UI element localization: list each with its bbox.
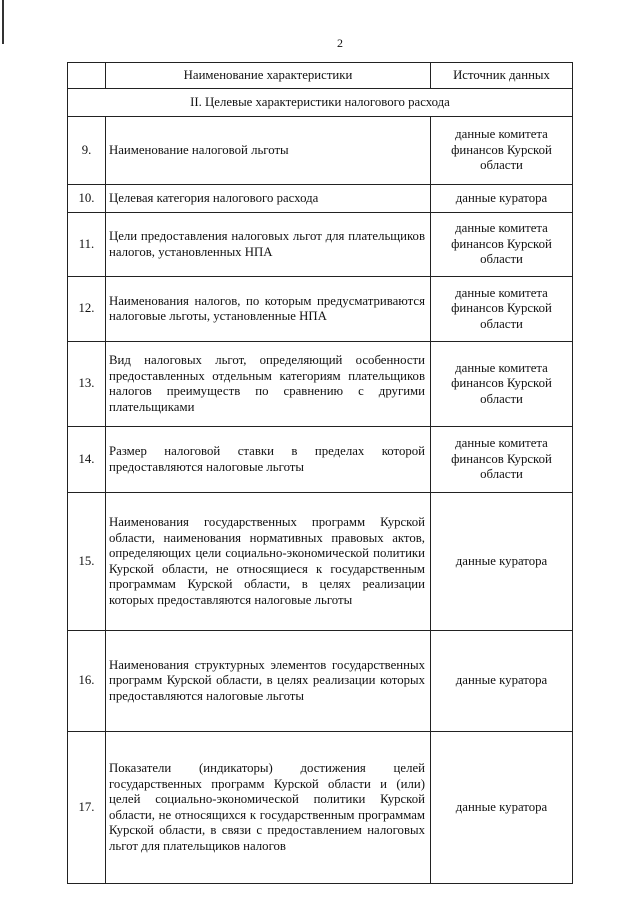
header-number	[68, 63, 106, 89]
section-title: II. Целевые характеристики налогового расхода	[68, 89, 573, 117]
row-number: 11.	[68, 213, 106, 277]
table-row	[68, 277, 573, 342]
row-number: 10.	[68, 185, 106, 213]
row-number: 12.	[68, 277, 106, 342]
characteristics-table	[67, 62, 573, 884]
row-characteristic: Наименования структурных элементов государственных программ Курской области, в целях реализации которых предоставляются налоговые льготы	[106, 631, 431, 732]
row-source: данные комитета финансов Курской области	[431, 427, 573, 493]
row-characteristic: Наименования государственных программ Курской области, наименования нормативных правовых актов, определяющих цели социально-экономической политики Курской области, не относящиеся к государственным программам Курской области, в целях реализации которых предоставляются налоговые льготы	[106, 493, 431, 631]
row-source: данные комитета финансов Курской области	[431, 213, 573, 277]
table-row	[68, 342, 573, 427]
row-source: данные куратора	[431, 493, 573, 631]
row-number: 13.	[68, 342, 106, 427]
header-characteristic: Наименование характеристики	[106, 63, 431, 89]
row-characteristic: Показатели (индикаторы) достижения целей государственных программ Курской области и (или) целей социально-экономической политики Курской области, не относящихся к государственным программам Курской области, в связи с предоставлением налоговых льгот для плательщиков налогов	[106, 732, 431, 884]
table-row	[68, 427, 573, 493]
row-characteristic: Наименование налоговой льготы	[106, 117, 431, 185]
row-source: данные куратора	[431, 185, 573, 213]
table-row	[68, 185, 573, 213]
row-characteristic: Целевая категория налогового расхода	[106, 185, 431, 213]
row-source: данные куратора	[431, 732, 573, 884]
section-row	[68, 89, 573, 117]
header-source: Источник данных	[431, 63, 573, 89]
table-row	[68, 493, 573, 631]
page-number: 2	[337, 36, 343, 50]
table-row	[68, 213, 573, 277]
row-characteristic: Цели предоставления налоговых льгот для плательщиков налогов, установленных НПА	[106, 213, 431, 277]
table-header-row	[68, 63, 573, 89]
row-source: данные комитета финансов Курской области	[431, 117, 573, 185]
row-characteristic: Размер налоговой ставки в пределах которой предоставляются налоговые льготы	[106, 427, 431, 493]
row-number: 17.	[68, 732, 106, 884]
row-source: данные куратора	[431, 631, 573, 732]
row-number: 9.	[68, 117, 106, 185]
row-characteristic: Вид налоговых льгот, определяющий особенности предоставленных отдельным категориям плательщиков налогов преимуществ по сравнению с другими плательщиками	[106, 342, 431, 427]
row-source: данные комитета финансов Курской области	[431, 277, 573, 342]
row-number: 15.	[68, 493, 106, 631]
table-row	[68, 631, 573, 732]
row-source: данные комитета финансов Курской области	[431, 342, 573, 427]
table-row	[68, 117, 573, 185]
row-number: 14.	[68, 427, 106, 493]
table-row	[68, 732, 573, 884]
row-number: 16.	[68, 631, 106, 732]
row-characteristic: Наименования налогов, по которым предусматриваются налоговые льготы, установленные НПА	[106, 277, 431, 342]
